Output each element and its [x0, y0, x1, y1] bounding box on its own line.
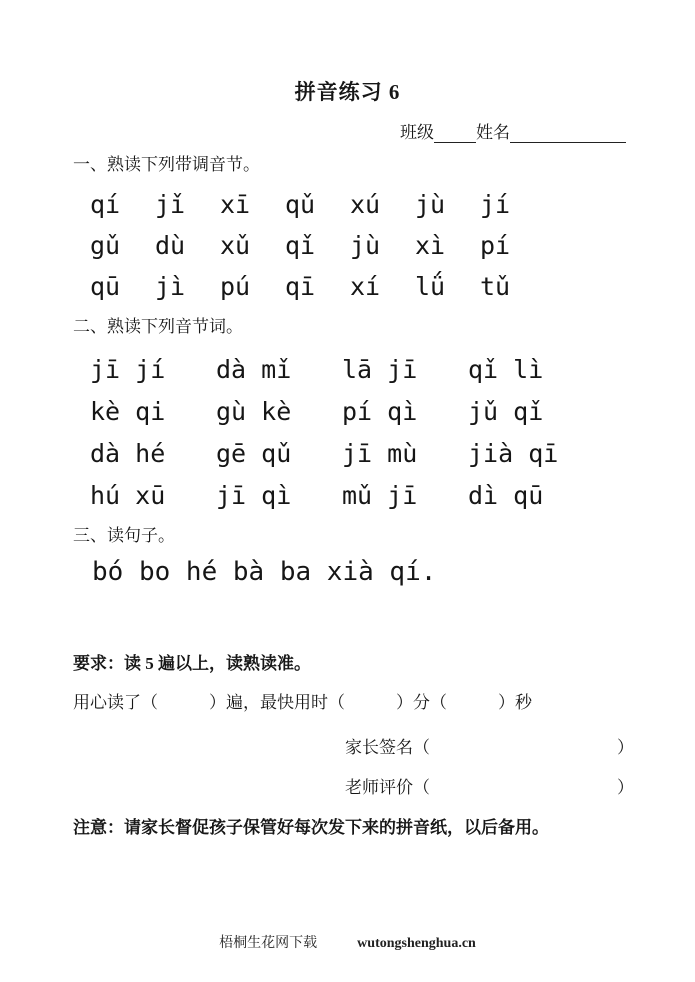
pinyin-word: jī mù	[342, 438, 418, 468]
pinyin-syllable: jù	[350, 231, 381, 260]
pinyin-syllable: qǐ	[285, 231, 316, 260]
pinyin-syllable: jì	[155, 272, 186, 301]
reading-count-line: 用心读了（ ）遍，最快用时（ ）分（ ）秒	[73, 693, 532, 712]
pinyin-word: lā jī	[342, 354, 418, 384]
section1-heading: 一、熟读下列带调音节。	[73, 155, 260, 174]
pinyin-syllable: tǔ	[480, 272, 511, 301]
section2-heading: 二、熟读下列音节词。	[73, 317, 243, 336]
section1-rows	[0, 184, 695, 307]
pinyin-word: jī qì	[216, 480, 292, 510]
pinyin-word: kè qi	[90, 396, 166, 426]
pinyin-syllable: xǔ	[220, 231, 251, 260]
pinyin-syllable: jí	[480, 190, 511, 219]
pinyin-word: jià qī	[468, 438, 559, 468]
section2-rows	[0, 348, 695, 516]
pinyin-word: mǔ jī	[342, 480, 418, 510]
section3-heading: 三、读句子。	[73, 526, 175, 545]
pinyin-syllable: xī	[220, 190, 251, 219]
pinyin-syllable: dù	[155, 231, 186, 260]
parent-signature-line: 家长签名（ ）	[345, 738, 634, 757]
name-blank-field	[510, 125, 626, 143]
pinyin-sentence: bó bo hé bà ba xià qí.	[92, 557, 437, 587]
pinyin-word: dà mǐ	[216, 354, 292, 384]
pinyin-word: jǔ qǐ	[468, 396, 544, 426]
pinyin-syllable: pí	[480, 231, 511, 260]
site-name: 梧桐生花网下载	[219, 936, 318, 951]
pinyin-syllable: xì	[415, 231, 446, 260]
pinyin-word: gē qǔ	[216, 438, 292, 468]
notice-line: 注意：请家长督促孩子保管好每次发下来的拼音纸，以后备用。	[73, 818, 549, 837]
pinyin-syllable: qī	[285, 272, 316, 301]
class-label: 班级	[400, 123, 434, 142]
pinyin-word: dà hé	[90, 438, 166, 468]
class-name-line	[400, 118, 695, 144]
pinyin-syllable: pú	[220, 272, 251, 301]
pinyin-syllable: qū	[90, 272, 121, 301]
pinyin-word: hú xū	[90, 480, 166, 510]
pinyin-row	[90, 266, 695, 307]
pinyin-syllable: xí	[350, 272, 381, 301]
class-blank-field	[434, 125, 476, 143]
page-title: 拼音练习 6	[294, 80, 401, 104]
pinyin-row	[90, 474, 695, 516]
pinyin-word: qǐ lì	[468, 354, 544, 384]
pinyin-syllable: xú	[350, 190, 381, 219]
pinyin-row	[90, 390, 695, 432]
pinyin-syllable: qǔ	[285, 190, 316, 219]
requirement-line: 要求：读 5 遍以上，读熟读准。	[73, 654, 311, 673]
pinyin-word: gù kè	[216, 396, 292, 426]
pinyin-row	[90, 432, 695, 474]
pinyin-syllable: lǘ	[415, 272, 446, 301]
pinyin-row	[90, 225, 695, 266]
pinyin-syllable: jù	[415, 190, 446, 219]
pinyin-word: jī jí	[90, 354, 166, 384]
pinyin-row	[90, 348, 695, 390]
pinyin-row	[90, 184, 695, 225]
pinyin-syllable: jǐ	[155, 190, 186, 219]
site-footer	[0, 932, 695, 952]
pinyin-syllable: gǔ	[90, 231, 121, 260]
pinyin-word: dì qū	[468, 480, 544, 510]
site-url: wutongshenghua.cn	[357, 936, 476, 951]
name-label: 姓名	[476, 123, 510, 142]
pinyin-syllable: qí	[90, 190, 121, 219]
pinyin-word: pí qì	[342, 396, 418, 426]
teacher-evaluation-line: 老师评价（ ）	[345, 778, 634, 797]
